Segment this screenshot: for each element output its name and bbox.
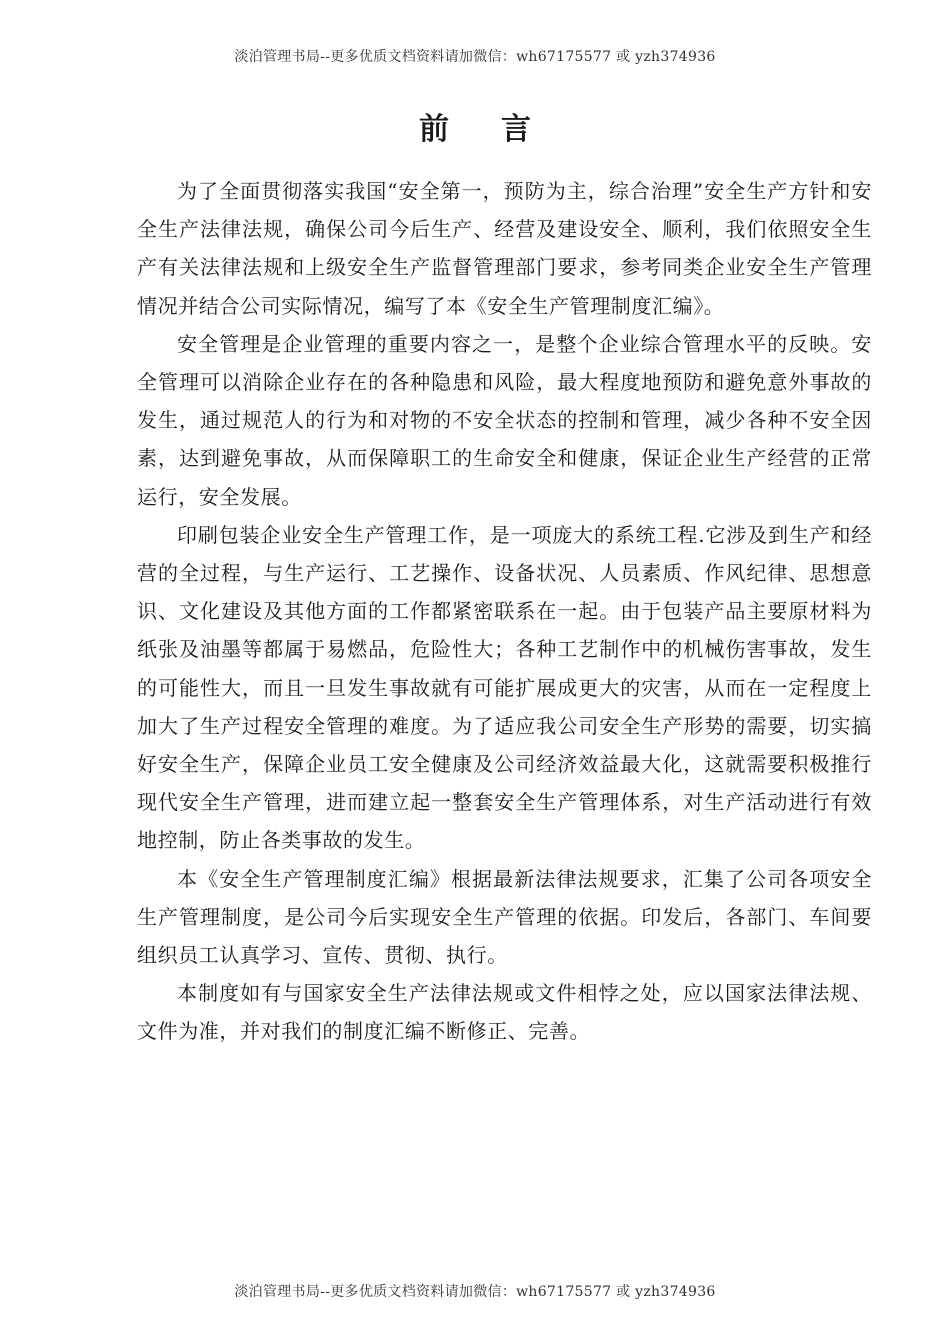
document-body (137, 172, 872, 1051)
page-footer: 淡泊管理书局--更多优质文档资料请加微信：wh67175577 或 yzh374936 (234, 1284, 716, 1300)
page-header: 淡泊管理书局--更多优质文档资料请加微信：wh67175577 或 yzh374936 (234, 49, 716, 65)
paragraph-4: 本《安全生产管理制度汇编》根据最新法律法规要求，汇集了公司各项安全生产管理制度，是公司今后实现安全生产管理的依据。印发后，各部门、车间要组织员工认真学习、宣传、贯彻、执行。 (137, 866, 872, 968)
paragraph-3: 印刷包装企业安全生产管理工作，是一项庞大的系统工程.它涉及到生产和经营的全过程，与生产运行、工艺操作、设备状况、人员素质、作风纪律、思想意识、文化建设及其他方面的工作都紧密联系在一起。由于包装产品主要原材料为纸张及油墨等都属于易燃品，危险性大；各种工艺制作中的机械伤害事故，发生的可能性大，而且一旦发生事故就有可能扩展成更大的灾害，从而在一定程度上加大了生产过程安全管理的难度。为了适应我公司安全生产形势的需要，切实搞好安全生产，保障企业员工安全健康及公司经济效益最大化，这就需要积极推行现代安全生产管理，进而建立起一整套安全生产管理体系，对生产活动进行有效地控制，防止各类事故的发生。 (137, 522, 872, 853)
paragraph-1: 为了全面贯彻落实我国“安全第一，预防为主，综合治理”安全生产方针和安全生产法律法规，确保公司今后生产、经营及建设安全、顺利，我们依照安全生产有关法律法规和上级安全生产监督管理部门要求，参考同类企业安全生产管理情况并结合公司实际情况，编写了本《安全生产管理制度汇编》。 (137, 179, 872, 318)
paragraph-2: 安全管理是企业管理的重要内容之一，是整个企业综合管理水平的反映。安全管理可以消除企业存在的各种隐患和风险，最大程度地预防和避免意外事故的发生，通过规范人的行为和对物的不安全状态的控制和管理，减少各种不安全因素，达到避免事故，从而保障职工的生命安全和健康，保证企业生产经营的正常运行，安全发展。 (137, 331, 872, 509)
paragraph-5: 本制度如有与国家安全生产法律法规或文件相悖之处，应以国家法律法规、文件为准，并对我们的制度汇编不断修正、完善。 (137, 981, 872, 1044)
page-title: 前言 (419, 112, 583, 147)
